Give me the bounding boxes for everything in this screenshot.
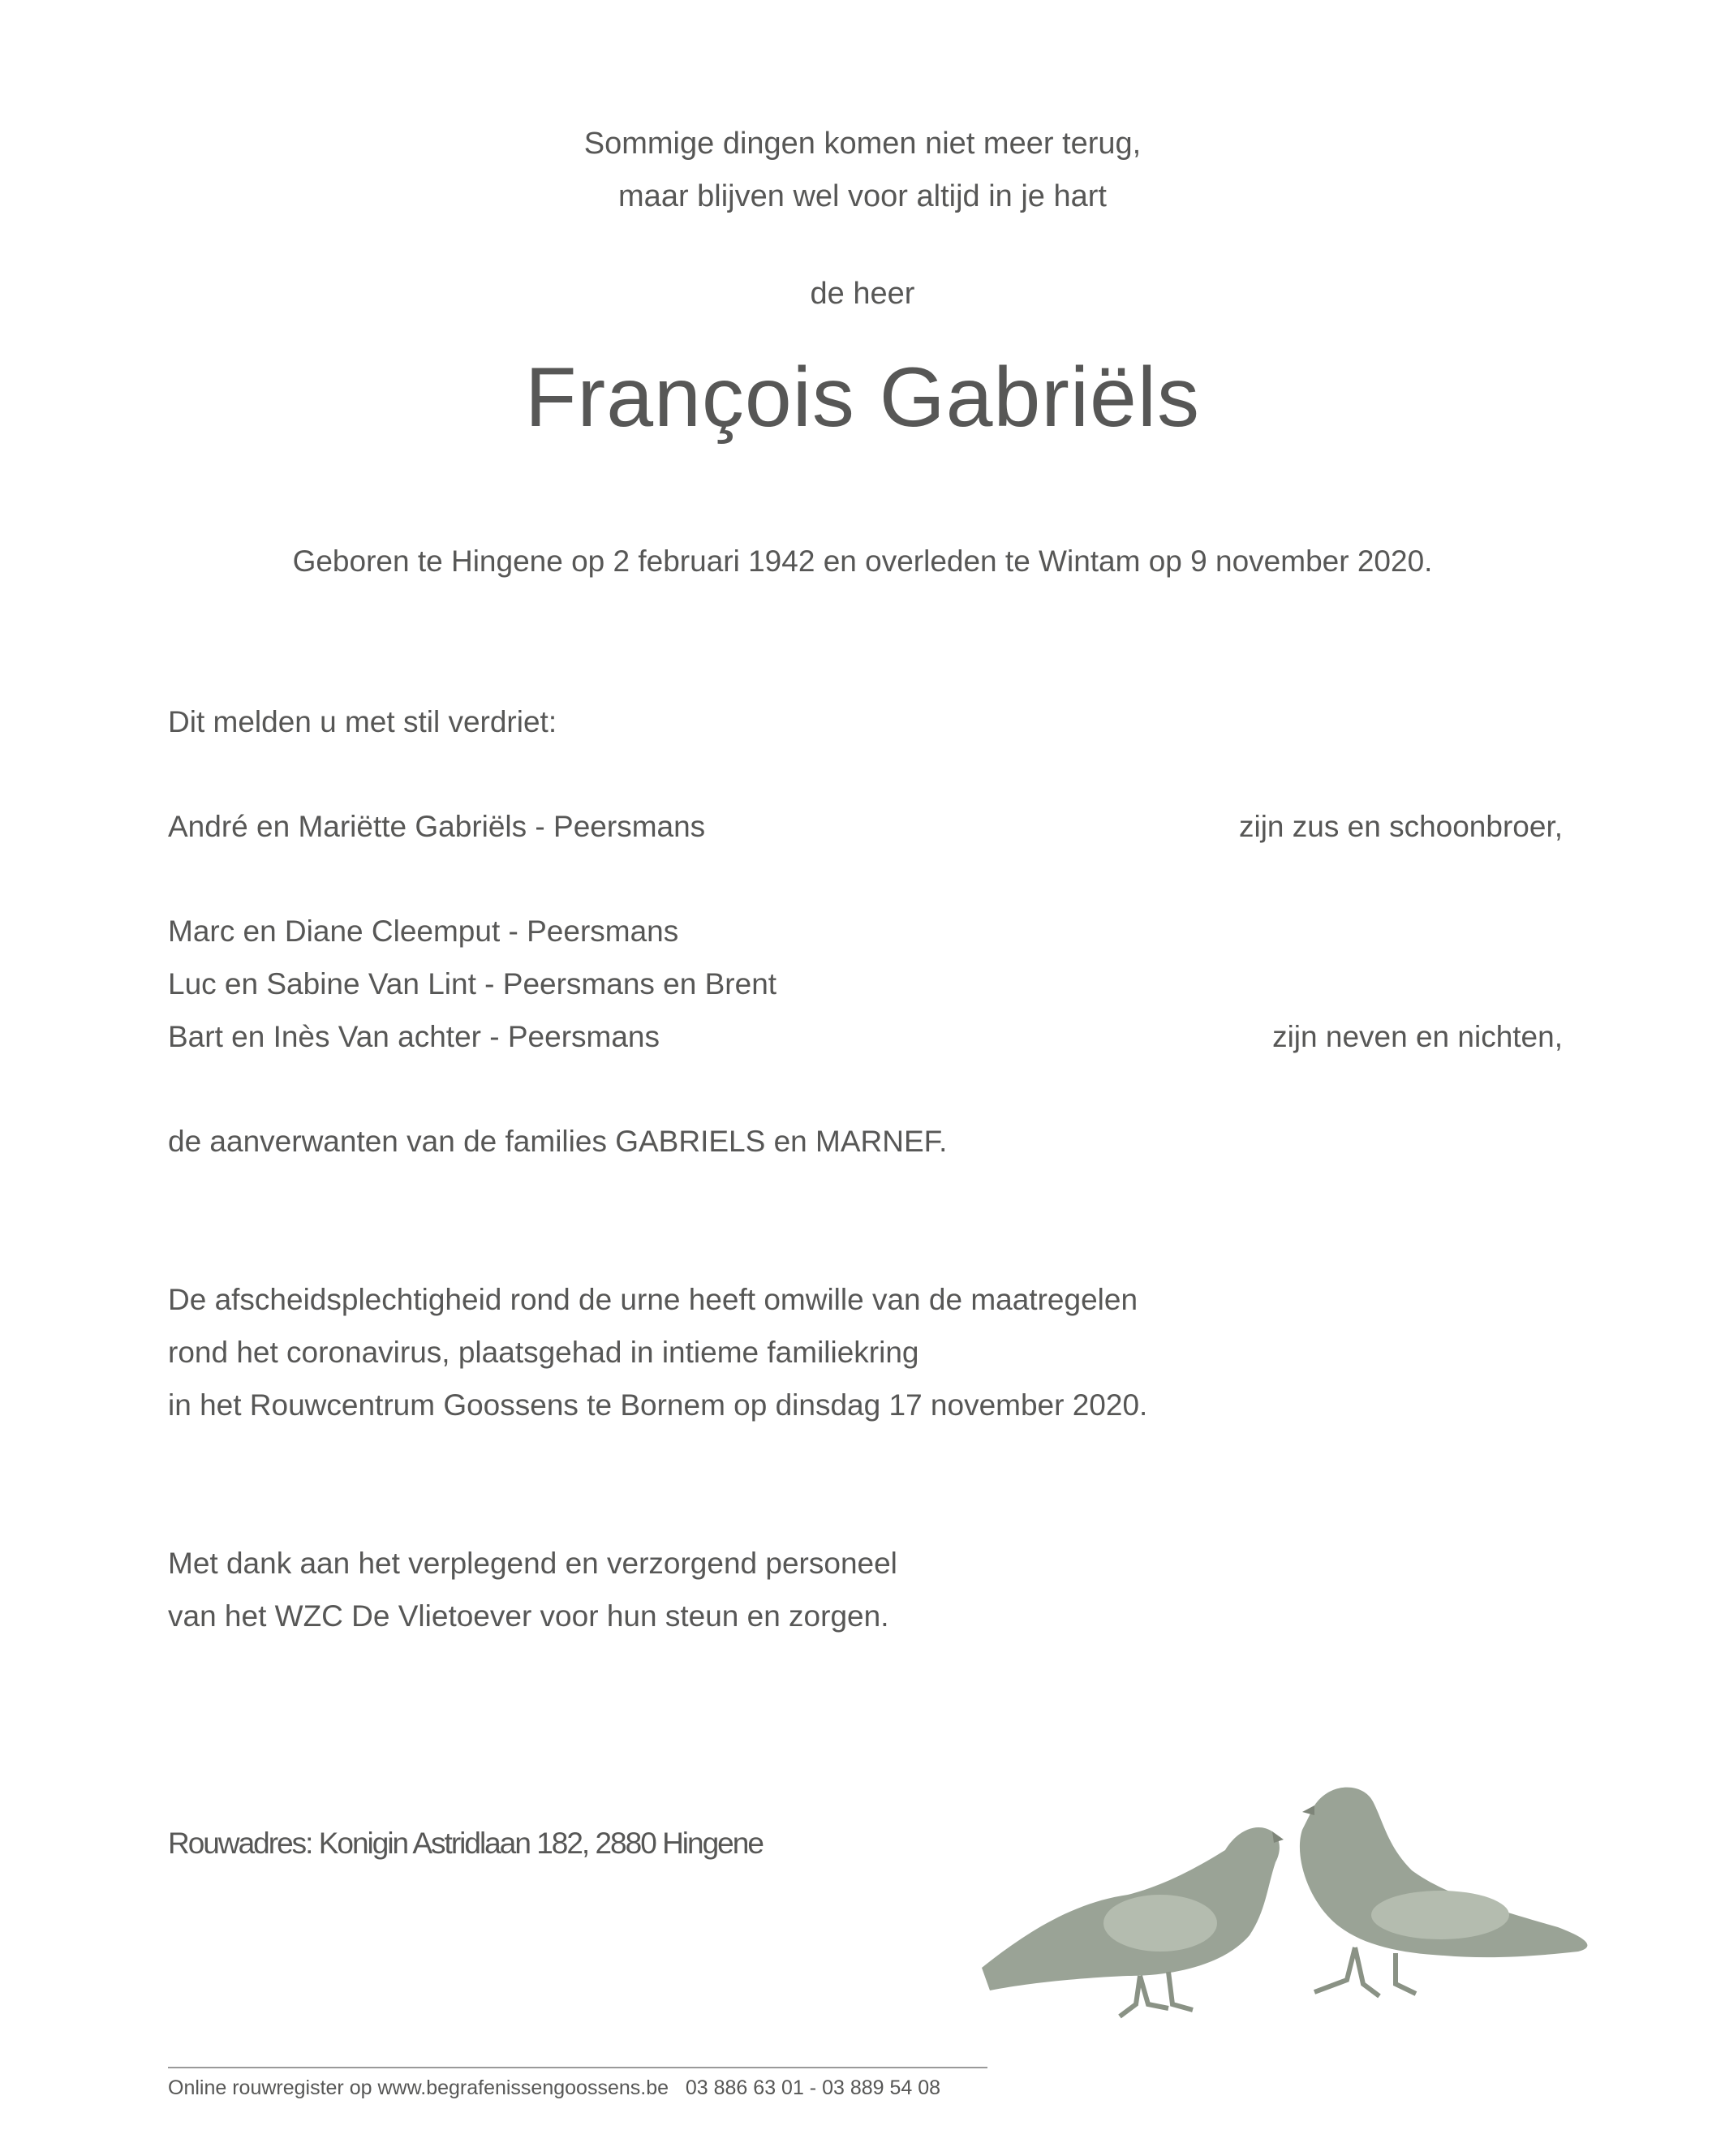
- footer-register-text: Online rouwregister op www.begrafenissengoossens.be: [168, 2076, 669, 2099]
- footer: [168, 2076, 940, 2100]
- footer-phones: 03 886 63 01 - 03 889 54 08: [685, 2076, 941, 2099]
- mourning-address: Rouwadres: Konigin Astridlaan 182, 2880 Hingene: [168, 1827, 763, 1860]
- poem-line-1: Sommige dingen komen niet meer terug,: [583, 127, 1142, 161]
- deceased-name: François Gabriëls: [525, 351, 1200, 445]
- relation-sister: zijn zus en schoonbroer,: [1238, 810, 1563, 843]
- title-prefix: de heer: [810, 277, 915, 311]
- family-name-4: Bart en Inès Van achter - Peersmans: [168, 1020, 660, 1053]
- poem-line-2: maar blijven wel voor altijd in je hart: [618, 179, 1107, 213]
- relation-cousins: zijn neven en nichten,: [1272, 1020, 1563, 1053]
- footer-divider: [168, 2067, 987, 2068]
- ceremony-line-2: rond het coronavirus, plaatsgehad in intieme familiekring: [168, 1336, 919, 1369]
- ceremony-line-1: De afscheidsplechtigheid rond de urne heeft omwille van de maatregelen: [168, 1283, 1138, 1316]
- ceremony-line-3: in het Rouwcentrum Goossens te Bornem op dinsdag 17 november 2020.: [168, 1388, 1148, 1422]
- birth-death-line: Geboren te Hingene op 2 februari 1942 en overleden te Wintam op 9 november 2020.: [292, 544, 1433, 578]
- relatives-line: de aanverwanten van de families GABRIELS en MARNEF.: [168, 1125, 948, 1158]
- thanks-line-1: Met dank aan het verplegend en verzorgend personeel: [168, 1547, 897, 1580]
- pigeons-icon: [974, 1773, 1598, 2033]
- family-name-3: Luc en Sabine Van Lint - Peersmans en Brent: [168, 967, 777, 1001]
- family-name-2: Marc en Diane Cleemput - Peersmans: [168, 914, 679, 948]
- family-name-1: André en Mariëtte Gabriëls - Peersmans: [168, 810, 706, 843]
- thanks-line-2: van het WZC De Vlietoever voor hun steun en zorgen.: [168, 1599, 889, 1633]
- announcement: Dit melden u met stil verdriet:: [168, 705, 557, 738]
